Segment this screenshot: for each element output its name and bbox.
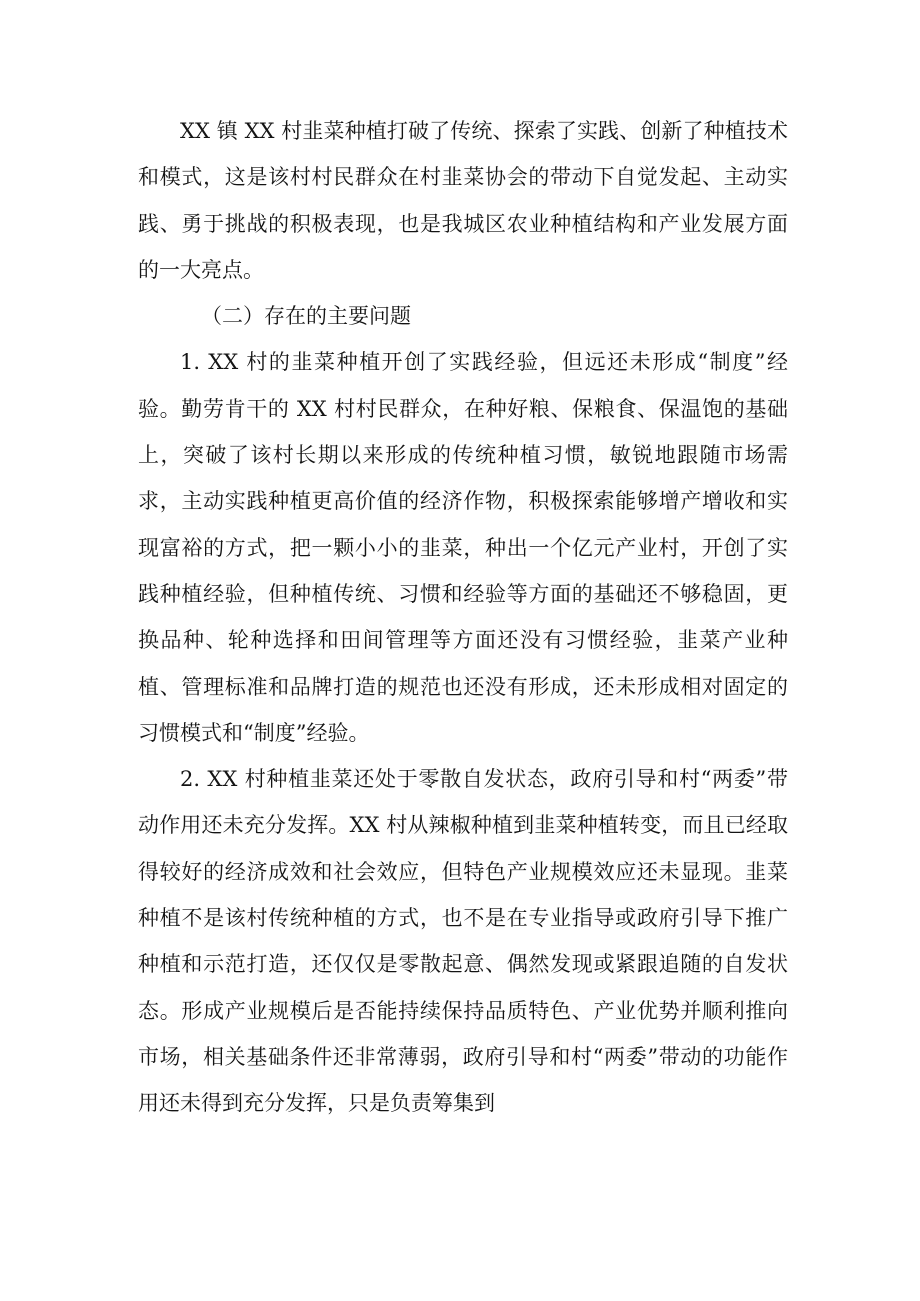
document-body xyxy=(138,108,788,1127)
issue-item-2: 2. XX 村种植韭菜还处于零散自发状态，政府引导和村“两委”带动作用还未充分发挥。XX 村从辣椒种植到韭菜种植转变，而且已经取得较好的经济成效和社会效应，但特色产业规模效应还未显现。韭菜种植不是该村传统种植的方式，也不是在专业指导或政府引导下推广种植和示范打造，还仅仅是零散起意、偶然发现或紧跟追随的自发状态。形成产业规模后是否能持续保持品质特色、产业优势并顺利推向市场，相关基础条件还非常薄弱，政府引导和村“两委”带动的功能作用还未得到充分发挥，只是负责筹集到 xyxy=(138,767,788,1116)
intro-paragraph: XX 镇 XX 村韭菜种植打破了传统、探索了实践、创新了种植技术和模式，这是该村村民群众在村韭菜协会的带动下自觉发起、主动实践、勇于挑战的积极表现，也是我城区农业种植结构和产业发展方面的一大亮点。 xyxy=(138,119,788,282)
section-heading: （二）存在的主要问题 xyxy=(201,304,411,329)
issue-item-1: 1. XX 村的韭菜种植开创了实践经验，但远还未形成“制度”经验。勤劳肯干的 XX 村村民群众，在种好粮、保粮食、保温饱的基础上，突破了该村长期以来形成的传统种植习惯，敏锐地跟随市场需求，主动实践种植更高价值的经济作物，积极探索能够增产增收和实现富裕的方式，把一颗小小的韭菜，种出一个亿元产业村，开创了实践种植经验，但种植传统、习惯和经验等方面的基础还不够稳固，更换品种、轮种选择和田间管理等方面还没有习惯经验，韭菜产业种植、管理标准和品牌打造的规范也还没有形成，还未形成相对固定的习惯模式和“制度”经验。 xyxy=(138,350,788,745)
